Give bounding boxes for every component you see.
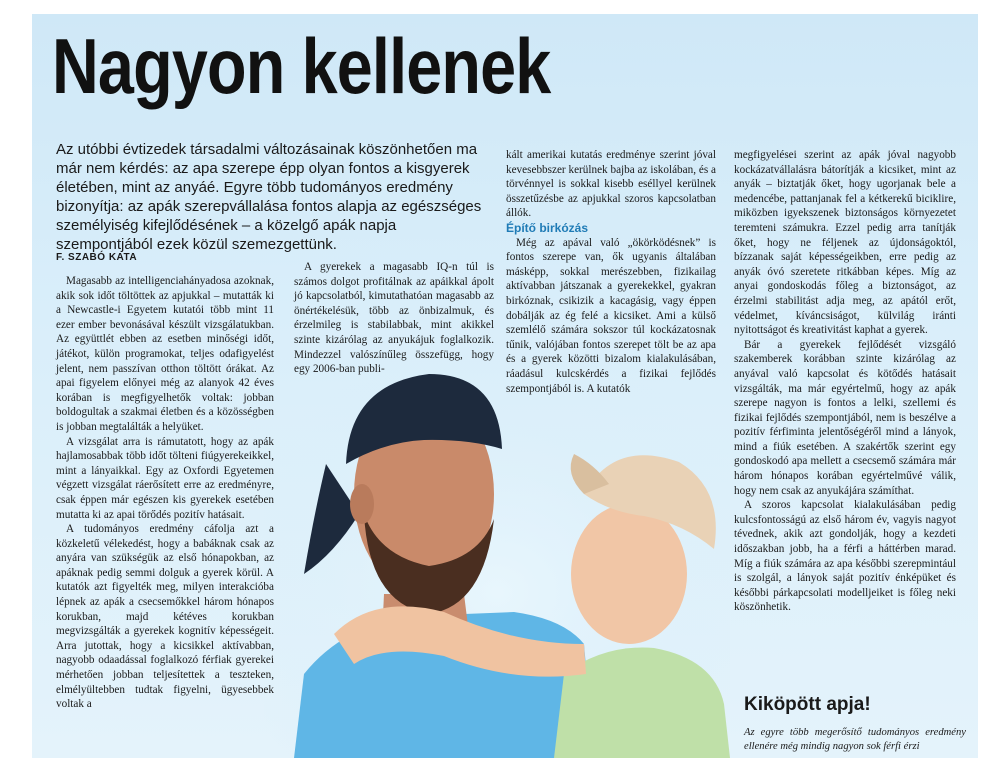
author-byline: F. SZABÓ KATA: [56, 252, 138, 263]
section-subhead: Építő birkózás: [506, 220, 589, 235]
column-2: [294, 260, 494, 377]
article-lead: Az utóbbi évtizedek társadalmi változásainak köszönhetően ma már nem kérdés: az apa szerepe épp olyan fontos a kisgyerek életében, mint az anyáé. Egyre több tudományos eredmény bizonyítja: az apák szerepvállalása fontos alapja az egészséges személyiség kifejlődésének – a közelgő apák napja szempontjából ezek közül szemezgettünk.: [56, 141, 482, 253]
father-son-photo: [264, 344, 730, 758]
paragraph: A gyerekek a magasabb IQ-n túl is számos dolgot profitálnak az apáikkal ápolt jó kapcsolatból, kimutathatóan magasabb az önértékelésük, több az önbizalmuk, és érzelmileg is stabilabbak, mint akikkel szinte kizárólag az anyukájuk foglalkozik. Mindezzel valószínűleg összefügg, hogy egy 2006-ban publi-: [294, 261, 494, 376]
paragraph: A szoros kapcsolat kialakulásában pedig kulcsfontosságú az első három év, vagyis nagyot tévednek, akik azt gondolják, hogy a kezdeti időszakban jobb, ha a férfi a háttérben marad. Míg a fiúk számára az apa későbbi szerepmintául is szolgál, a lányok saját pozitív énképüket és későbbi párkapcsolati modelljeiket is főleg neki köszönhetik.: [734, 499, 956, 614]
article-title: Nagyon kellenek: [52, 22, 551, 110]
article-page: [32, 14, 978, 758]
paragraph: kált amerikai kutatás eredménye szerint jóval kevesebbszer kerülnek bajba az iskolában, és a törvénnyel is sokkal kisebb eséllyel kerülnek összetűzésbe az apjukkal szoros kapcsolatban állók.: [506, 149, 716, 220]
column-4: [734, 148, 956, 615]
paragraph: Még az apával való „ökörködésnek” is fontos szerepe van, ők ugyanis általában másképp, sokkal merészebben, fizikailag aktívabban játszanak a gyerekekkel, gyakran birkóznak, csikizik a kacagásig, vagy éppen dobálják az ég felé a kicsiket. Ami a külső szemlélő számára sokszor túl kockázatosnak tűnik, valójában fontos szerepet tölt be az apa és a gyerek közötti bizalom kialakulásában, ráadásul kulcskérdés a fizikai fejlődés szempontjából is. A kutatók: [506, 236, 716, 395]
sidebar-box-title: Kiköpött apja!: [744, 694, 871, 715]
paragraph: Bár a gyerekek fejlődését vizsgáló szakemberek korábban szinte kizárólag az anyával való kapcsolat és kötődés hatásait vizsgálták, ma már egyértelmű, hogy az apák szerepe nagyon is fontos a lelki, szellemi és fizikai fejlődés szempontjából, nem is beszélve a pozitív férfiminta jelentőségéről mind a lányok, mind a fiúk esetében. A szakértők szerint egy gondoskodó apa mellett a csecsemő számára már három hónapos korában egyértelművé válik, hogy nem csak az anyukájára számíthat.: [734, 338, 956, 497]
paragraph: A vizsgálat arra is rámutatott, hogy az apák hajlamosabbak több időt tölteni fiúgyerekeikkel, mint a lányaikkal. Egy az Oxfordi Egyetemen végzett vizsgálat ráerősített erre az eredményre, csak éppen már egészen kis gyerekek esetében mutatta ki az apai törődés pozitív hatásait.: [56, 435, 274, 521]
paragraph: megfigyelései szerint az apák jóval nagyobb kockázatvállalásra bátorítják a kicsiket, mint az anyák – biztatják őket, hogy ugorjanak bele a medencébe, pattanjanak fel a kétkerekű biciklire, miközben igyekszenek biztonságos környezetet teremteni számukra. Ezzel pedig arra tanítják őket, hogy ne féljenek az újdonságoktól, bízzanak saját képességeikben, erre pedig az anyák óvó szeretete ritkábban képes. Míg az anyai gondoskodás főleg a biztonságot, az érzelmi stabilitást adja meg, az apától erőt, védelmet, kíváncsiságot, külvilág iránti nyitottságot és kreativitást kaphat a gyerek.: [734, 149, 956, 337]
column-3: [506, 148, 716, 396]
column-1: [56, 274, 274, 712]
paragraph: Magasabb az intelligenciahányadosa azoknak, akik sok időt töltöttek az apjukkal – mutatták ki a Newcastle-i Egyetem kutatói több mint 11 ezer ember bevonásával készült vizsgálatukban. Az együttlét ebben az esetben minőségi időt, játékot, külön programokat, teljes odafigyelést jelent, nem passzívan otthon töltött órákat. Az apai figyelem előnyei még az alanyok 42 éves korában is megfigyelhetők voltak: jobban boldogultak a szakmai életben és a közösségben is jobban megtalálták a helyüket.: [56, 275, 274, 433]
paragraph: A tudományos eredmény cáfolja azt a közkeletű vélekedést, hogy a babáknak csak az anyára van szükségük az első hónapokban, az apáknak pedig semmi dolguk a gyerek körül. A kutatók azt figyelték meg, milyen interakcióba lépnek az apák a csecsemőkkel három hónapos korukban, majd kétéves korukban megvizsgálták a gyerekek kognitív képességeit. Arra jutottak, hogy a kicsikkel aktívabban, nagyobb odaadással foglalkozó férfiak gyerekei mérhetően jobban teljesítettek a teszteken, elmélyültebben tudtak figyelni, ügyesebbek voltak a: [56, 523, 274, 711]
sidebar-box-text: Az egyre több megerősítő tudományos eredmény ellenére még mindig nagyon sok férfi érzi: [744, 727, 966, 752]
